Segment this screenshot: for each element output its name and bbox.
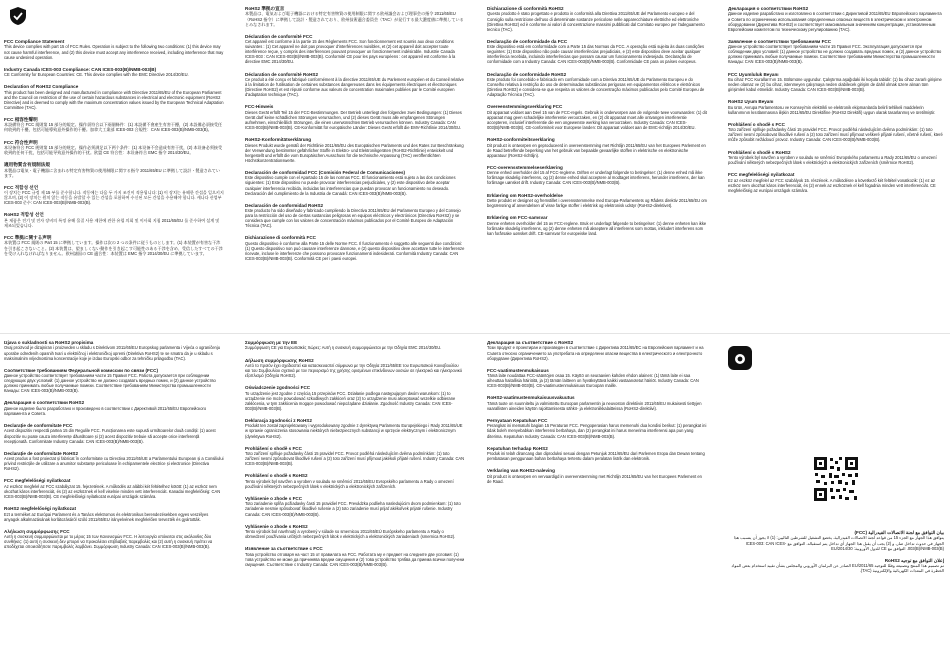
section-body: يتوافق هذا الجهاز مع الجزء 15 من قواعد لجنة الاتصالات الفيدرالية. يخضع التشغيل للشرطين التاليين: (1) لا يجوز أن يتسبب هذا الجهاز في حدوث تداخل ضار، و (2) يجب أن يقبل هذا الجهاز أي تداخل يتم استقباله. التوافق مع ICES-003: CAN ICES-003(B)/NMB-003(B). التوافق مع CE للدول الأوروبية: 2014/30/EU — [733, 535, 944, 551]
column-4-bottom — [728, 530, 944, 655]
section-title: Declaration of RoHS2 Compliance — [4, 84, 79, 90]
section-title: FCC-overensstemmelseserklæring — [487, 164, 563, 170]
section-title: Vyhlásenie o zhode s RoHS2 — [245, 523, 308, 529]
section-title: FCC megfelelőségi nyilatkozat — [728, 172, 795, 178]
compliance-section — [245, 6, 465, 27]
section-body: 本製品は電気・電子機器に含まれる特定有害物質の使用制限に関する指令 2011/65/EU に準拠して設計・製造されています。 — [4, 167, 220, 178]
column-1-top — [4, 6, 224, 330]
section-title: FCC-vaatimustenmukaisuus — [487, 367, 549, 373]
section-title: Déclaration de conformité RoHS2 — [245, 71, 319, 77]
section-body: Este produto foi concebido e fabricado em conformidade com a Diretiva 2011/65/UE do Parlamento Europeu e do Conselho relativa à restrição do uso de determinadas substâncias perigosas em equipamentos elétricos e eletrónicos (Diretiva RoHS2) e considera-se que respeita os valores de concentração máximos publicados pelo Comité Europeu de Adaptação Técnica (TAC). — [487, 76, 705, 98]
compliance-section — [4, 340, 224, 361]
compliance-section — [728, 172, 944, 193]
section-title: Izjava o sukladnosti sa RoHS2 propisima — [4, 340, 94, 345]
section-body: Tämä laite noudattaa FCC-sääntöjen osaa 15. Käyttö on seuraavien kahden ehdon alainen: (1) tämä laite ei saa aiheuttaa haitallisia häiriöitä, ja (2) tämän laitteen on hyväksyttävä kaikki vastaanotetut häiriöt. Industry Canada: CAN ICES-003(B)/NMB-003(B). CE-vaatimustenmukaisuus Euroopan maille. — [487, 373, 699, 389]
section-body: Dieses Gerät erfüllt Teil 15 der FCC-Bestimmungen. Der Betrieb unterliegt den folgenden zwei Bedingungen: (1) Dieses Gerät darf keine schädlichen Störungen verursachen, und (2) dieses Gerät muss alle empfangenen Störungen aufnehmen, einschließlich Störungen, die einen unerwünschten Betrieb verursachen können. Industry Canada: CAN ICES-003(B)/NMB-003(B). CE-Konformität für europäische Länder: Dieses Gerät erfüllt die EMV-Richtlinie 2014/30/EU. — [245, 109, 462, 131]
section-body: This product has been designed and manufactured in compliance with Directive 2011/65/EU of the European Parliament and the Council on restriction of the use of certain hazardous substances in electrical and electronic equipment (RoHS2 Directive) and is deemed to comply with the maximum concentration values issued by the European Technical Adaptation Committee (TAC). — [4, 89, 224, 110]
section-body: Αυτή η συσκευή συμμορφώνεται με το μέρος 15 των Κανονισμών FCC. Η λειτουργία υπόκειται στις ακόλουθες δύο συνθήκες: (1) αυτή η συσκευή δεν μπορεί να προκαλέσει επιβλαβείς παρεμβολές και (2) αυτή η συσκευή πρέπει να αποδέχεται οποιεσδήποτε παρεμβολές λαμβάνει. Συμμόρφωση Industry Canada: CAN ICES-003(B)/NMB-003(B). — [4, 534, 213, 550]
compliance-section — [487, 193, 707, 209]
section-body: Това устройство отговаря на част 15 от правилата на FCC. Работата му е предмет на следните две условия: (1) това устройство не може да причинява вредни смущения и (2) това устройство трябва да приема всички получени смущения. Съответствие с Industry Canada: CAN ICES-003(B)/NMB-003(B). — [245, 551, 465, 567]
compliance-section — [4, 39, 224, 60]
section-title: Декларация за съответствие с RoHS2 — [487, 340, 574, 345]
section-body: Ezt a terméket az Európai Parlament és a Tanács elektromos és elektronikus berendezésekben egyes veszélyes anyagok alkalmazásának korlátozásáról szóló 2011/65/EU irányelvének megfelelően tervezték és gyártották. — [4, 511, 209, 522]
section-title: Verklaring van RoHS2-naleving — [487, 468, 555, 474]
section-body: Produkt ten został zaprojektowany i wyprodukowany zgodnie z dyrektywą Parlamentu Europejskiego i Rady 2011/65/UE w sprawie ograniczenia stosowania niektórych niebezpiecznych substancji w sprzęcie elektrycznym i elektronicznym (dyrektywa RoHS2). — [245, 423, 463, 439]
section-body: Αυτό το προϊόν έχει σχεδιαστεί και κατασκευαστεί σύμφωνα με την Οδηγία 2011/65/ΕΕ του Ευρωπαϊκού Κοινοβουλίου και του Συμβουλίου σχετικά με τον περιορισμό της χρήσης ορισμένων επικίνδυνων ουσιών σε ηλεκτρικό και ηλεκτρονικό εξοπλισμό (Οδηγία RoHS2). — [245, 362, 462, 379]
section-title: RoHS2 적합성 선언 — [4, 212, 44, 218]
compliance-section — [487, 72, 707, 98]
section-body: 본 제품은 전기 및 전자 장비의 특정 유해 물질 사용 제한에 관한 유럽 의회 및 이사회 지침 2011/65/EU 를 준수하여 설계 및 제조되었습니다. — [4, 217, 220, 228]
compliance-section — [245, 496, 465, 517]
section-title: Изявление за съответствие с FCC — [245, 546, 323, 552]
section-body: Tento výrobek byl navržen a vyroben v souladu se směrnicí Evropského parlamentu a Rady 2011/65/EU o omezení používání některých nebezpečných látek v elektrických a elektronických zařízeních (směrnice RoHS2). — [728, 154, 937, 166]
section-body: 本设备符合 FCC 规则第 15 部分的规定。操作必须满足以下两个条件：(1) 本设备不会造成有害干扰，(2) 本设备必须接受收到的任何干扰，包括可能导致意外操作的干扰。欧盟 CE 符合性：本设备符合 EMC 指令 2014/30/EU。 — [4, 144, 223, 156]
section-title: Prohlášení o shodě s RoHS2 — [728, 149, 791, 155]
section-body: 本装置は FCC 規則の Part 15 に準拠しています。操作は次の 2 つの条件に従うものとします。(1) 本装置が有害な干渉を引き起こさないこと。(2) 本装置は、望ましくない動作を引き起こす可能性のある干渉を含め、受信したすべての干渉を受け入れなければなりません。欧州諸国の CE 適合性：本装置は EMC 指令 2014/30/EU に準拠しています。 — [4, 240, 223, 256]
section-title: Prohlášení o shodě s RoHS2 — [245, 473, 308, 479]
section-title: Declaración de conformidad FCC (Comisión Federal de Comunicaciones) — [245, 169, 406, 175]
section-title: FCC megfelelőségi nyilatkozat — [4, 478, 71, 484]
compliance-section — [728, 530, 944, 551]
section-title: FCC-Hinweis — [245, 104, 274, 110]
section-body: تم تصميم هذا المنتج وتصنيعه وفقًا للتوجيه 2011/65/EU الصادر عن البرلمان الأوروبي والمجلس بشأن تقييد استخدام بعض المواد الخطرة في المعدات الكهربائية والإلكترونية (TAC). — [731, 563, 944, 574]
section-body: Dieses Produkt wurde gemäß der Richtlinie 2011/65/EU des Europäischen Parlaments und des Rates zur Beschränkung der Verwendung bestimmter gefährlicher Stoffe in Elektro- und Elektronikgeräten (RoHS2-Richtlinie) entwickelt und hergestellt und erfüllt die vom Europäischen Ausschuss für die technische Anpassung (TAC) veröffentlichten Höchstkonzentrationswerte. — [245, 142, 464, 163]
column-3-bottom — [487, 340, 707, 662]
section-title: Prohlášení o shodě s FCC — [245, 445, 302, 451]
app-logo-icon — [728, 346, 752, 370]
compliance-section — [245, 34, 465, 65]
compliance-section — [4, 84, 224, 110]
section-title: Dichiarazione di conformità FCC — [245, 235, 316, 241]
compliance-section — [4, 185, 224, 206]
section-body: Ovaj proizvod je dizajniran i proizveden u skladu s Direktivom 2011/65/EU Europskog parlamenta i Vijeća o ograničenju uporabe određenih opasnih tvari u električnoj i elektroničkoj opremi (Direktiva RoHS2) te se smatra da je u skladu s maksimalnim vrijednostima koncentracije koje je izdao Europski odbor za tehničku prilagodbu (TAC). — [4, 345, 221, 361]
compliance-section — [4, 423, 224, 444]
compliance-section — [4, 212, 224, 228]
section-title: FCC 相容性聲明 — [4, 116, 38, 122]
section-title: RoHS2-vaatimustenmukaisuusvakuutus — [487, 395, 575, 401]
compliance-section — [245, 358, 465, 379]
section-body: Данное изделие было разработано и произведено в соответствии с Директивой 2011/65/EU Европейского парламента и Совета. — [4, 405, 207, 416]
section-title: Pernyataan Kepatuhan FCC — [487, 417, 548, 423]
compliance-section — [487, 446, 707, 462]
section-title: Dichiarazione di conformità RoHS2 — [487, 6, 564, 11]
section-title: Erklæring om RoHS2-overholdelse — [487, 192, 563, 198]
section-title: RoHS2 準拠の宣言 — [245, 6, 285, 11]
section-title: RoHS2 Uyum Beyanı — [728, 99, 774, 105]
section-body: Denne enheten overholder del 15 av FCC-reglene. Bruk er underlagt følgende to betingelser: (1) denne enheten kan ikke forårsake skadelig interferens, og (2) denne enheten må akseptere all interferens som mottas, inkludert interferens som kan forårsake uønsket drift. CE-samsvar for europeiske land. — [487, 220, 707, 236]
compliance-section — [245, 235, 465, 261]
section-body: 本設備符合 FCC 規則第 15 部分的規定。操作須符合以下兩個條件：(1) 本設備不會產生有害干擾，(2) 本設備必須接受任何收到的干擾，包括可能導致意外操作的干擾。加拿大工業部 ICES-003 合規性：CAN ICES-003(B)/NMB-003(B)。 — [4, 122, 223, 133]
section-body: Perangkat ini mematuhi bagian 15 Peraturan FCC. Pengoperasian harus memenuhi dua kondisi berikut: (1) perangkat ini tidak boleh menyebabkan interferensi berbahaya, dan (2) perangkat ini harus menerima interferensi apa pun yang diterima. Kepatuhan Industry Canada: CAN ICES-003(B)/NMB-003(B). — [487, 423, 707, 439]
section-title: Declaração de conformidade da FCC — [487, 38, 568, 44]
section-body: Az eszköz megfelel az FCC szabályzat 15. fejezetének. A működés az alábbi két feltételhez kötött: (1) az eszköz nem okozhat káros interferenciát, és (2) az eszköznek el kell viselnie minden vett interferenciát. Kanadai megfelelőség: CAN ICES-003(B)/NMB-003(B). CE megfelelőségi nyilatkozat európai országok számára. — [4, 483, 221, 500]
section-body: Dit apparaat voldoet aan Deel 15 van de FCC-regels. Gebruik is onderworpen aan de volgende twee voorwaarden: (1) dit apparaat mag geen schadelijke interferentie veroorzaken, en (2) dit apparaat moet alle ontvangen interferentie accepteren, inclusief interferentie die een ongewenste werking kan veroorzaken. Industry Canada: CAN ICES-003(B)/NMB-003(B). CE-conformiteit voor Europese landen: Dit apparaat voldoet aan de EMC-richtlijn 2014/30/EU. — [487, 109, 707, 131]
section-title: Συμμόρφωση με την ΕΕ — [245, 340, 298, 345]
compliance-section — [728, 150, 944, 166]
section-title: FCC Compliance Statement — [4, 39, 65, 44]
section-title: Oświadczenie zgodności FCC — [245, 385, 311, 391]
column-2-bottom — [245, 340, 465, 662]
compliance-section — [245, 418, 465, 439]
section-title: 適用物質含有規制法規 — [4, 162, 50, 168]
section-body: Este producto ha sido diseñado y fabricado cumpliendo la Directiva 2011/65/EU del Parlamento Europeo y del Consejo para la restricción del uso de ciertas sustancias peligrosas en equipos eléctricos y electrónicos (Directiva RoHS2) y se considera que cumple con los valores de concentración máximos publicados por el Comité Europeo de Adaptación Técnica (TAC). — [245, 208, 461, 229]
section-body: Questo prodotto è stato progettato e prodotto in conformità alla Direttiva 2011/65/UE del Parlamento europeo e del Consiglio sulla restrizione dell'uso di determinate sostanze pericolose nelle apparecchiature elettriche ed elettroniche (Direttiva RoHS2) ed è conforme ai valori di concentrazione massimi pubblicati dal Comitato europeo per l'adeguamento tecnico (TAC). — [487, 11, 705, 32]
compliance-section — [245, 203, 465, 229]
section-body: Acest produs a fost proiectat și fabricat în conformitate cu Directiva 2011/65/UE a Parlamentului European și a Consiliului privind restricțiile de utilizare a anumitor substanțe periculoase în echipamentele electrice și electronice (Directiva RoHS2). — [4, 456, 224, 472]
section-title: Industry Canada ICES-003 Compliance: CAN ICES-003(B)/NMB-003(B) — [4, 66, 157, 72]
section-body: Este dispositivo cumple con el Apartado 15 de las normas FCC. El funcionamiento está sujeto a las dos condiciones siguientes: (1) Este dispositivo no puede provocar interferencias perjudiciales, y (2) este dispositivo debe aceptar cualquier interferencia recibida, incluidas las interferencias que puedan provocar un funcionamiento no deseado. Declaración del cumplimiento de la Industria de Canadá: CAN ICES-003(B)/NMB-003(B). — [245, 175, 456, 196]
compliance-section — [245, 546, 465, 567]
compliance-section — [4, 67, 224, 78]
compliance-section — [245, 446, 465, 467]
section-body: To urządzenie jest zgodne z częścią 15 przepisów FCC. Działanie podlega następującym dwóm warunkom: (1) to urządzenie nie może powodować szkodliwych zakłóceń oraz (2) to urządzenie musi akceptować wszelkie odbierane zakłócenia, w tym zakłócenia mogące powodować niepożądane działanie. Zgodność Industry Canada: CAN ICES-003(B)/NMB-003(B). — [245, 390, 456, 411]
page-divider — [0, 333, 950, 334]
column-3-top — [487, 6, 707, 330]
compliance-section — [245, 104, 465, 130]
section-title: إعلان التوافق مع توجيه RoHS2 — [884, 557, 944, 563]
compliance-section — [4, 506, 224, 522]
section-body: Toto zariadenie spĺňa požiadavky časti 15 pravidiel FCC. Prevádzka podlieha nasledujúcim dvom podmienkam: (1) toto zariadenie nesmie spôsobovať škodlivé rušenie a (2) toto zariadenie musí prijať akékoľvek prijaté rušenie. Industry Canada: CAN ICES-003(B)/NMB-003(B). — [245, 501, 461, 517]
section-title: FCC 符合性声明 — [4, 139, 38, 145]
section-body: Bu cihaz FCC Kuralları'nın 15. Bölümüne uygundur. Çalıştırma aşağıdaki iki koşula tabidir: (1) bu cihaz zararlı girişime neden olamaz ve (2) bu cihaz, istenmeyen çalışmaya neden olabilecek girişim de dahil olmak üzere alınan tüm girişimleri kabul etmelidir. Industry Canada: CAN ICES-003(B)/NMB-003(B). — [728, 76, 942, 93]
compliance-section — [4, 140, 224, 156]
section-body: Tento výrobek byl navržen a vyroben v souladu se směrnicí 2011/65/EU Evropského parlamentu a Rady o omezení používání některých nebezpečných látek v elektrických a elektronických zařízeních. — [245, 478, 454, 489]
section-body: Denne enhed overholder del 15 af FCC-reglerne. Driften er underlagt følgende to betingelser: (1) denne enhed må ikke forårsage skadelig interferens, og (2) denne enhed skal acceptere al modtaget interferens, herunder interferens, der kan forårsage uønsket drift. Industry Canada: CAN ICES-003(B)/NMB-003(B). — [487, 170, 705, 186]
compliance-section — [4, 117, 224, 133]
compliance-section — [487, 215, 707, 236]
section-title: RoHS2-conformiteitsverklaring — [487, 137, 555, 143]
compliance-section — [487, 6, 707, 32]
section-body: Данное устройство соответствует требованиям части 15 Правил FCC. Работа допускается при соблюдении следующих двух условий: (1) данное устройство не должно создавать вредных помех, и (2) данное устройство должно принимать любые получаемые помехи. Соответствие требованиям Министерства промышленности Канады: CAN ICES-003(B)/NMB-003(B). — [4, 373, 216, 394]
section-title: Декларация о соответствии RoHS2 — [4, 400, 85, 406]
section-body: This device complies with part 15 of FCC Rules. Operation is subject to the following two conditions: (1) this device may not cause harmful interference, and (2) this device must accept any interference received, including interference that may cause undesired operation. — [4, 44, 224, 60]
compliance-section — [487, 468, 707, 484]
section-title: FCC 적합성 선언 — [4, 184, 39, 190]
section-title: Vyhlásenie o zhode s FCC — [245, 495, 303, 501]
section-title: Соответствие требованиям Федеральной комиссии по связи (FCC) — [4, 367, 158, 373]
compliance-section — [4, 162, 224, 178]
compliance-section — [487, 418, 707, 439]
compliance-section — [487, 39, 707, 65]
section-title: Erklæring om FCC-samsvar — [487, 215, 548, 221]
section-body: Dit product is ontworpen en geproduceerd in overeenstemming met Richtlijn 2011/65/EU van het Europees Parlement en de Raad betreffende beperking van het gebruik van bepaalde gevaarlijke stoffen in elektrische en elektronische apparatuur (RoHS2-richtlijn). — [487, 142, 706, 158]
section-body: Tento výrobok bol navrhnutý a vyrobený v súlade so smernicou 2011/65/EÚ Európskeho parlamentu a Rady o obmedzení používania určitých nebezpečných látok v elektrických a elektronických zariadeniach (smernica RoHS2). — [245, 529, 456, 540]
section-body: Ce produit a été conçu et fabriqué conformément à la directive 2011/65/UE du Parlement européen et du Conseil relative à la limitation de l'utilisation de certaines substances dangereuses dans les équipements électriques et électroniques (Directive RoHS2) et est réputé conforme aux valeurs de concentration maximales publiées par le Comité européen d'adaptation technique (TAC). — [245, 76, 464, 98]
compliance-section — [4, 478, 224, 499]
compliance-section — [245, 170, 465, 196]
section-body: Този продукт е проектиран и произведен в съответствие с Директива 2011/65/ЕС на Европейския парламент и на Съвета относно ограничението за употребата на определени опасни вещества в електрическото и електронното оборудване (Директива RoHS2). — [487, 345, 704, 361]
compliance-section — [245, 473, 465, 489]
section-title: Déclaration de conformité FCC — [245, 33, 313, 39]
compliance-section — [487, 165, 707, 186]
compliance-section — [728, 122, 944, 143]
section-title: Δήλωση συμμόρφωσης RoHS2 — [245, 357, 314, 363]
compliance-section — [4, 368, 224, 394]
section-body: Συμμόρφωση CE για Ευρωπαϊκές Χώρες: Αυτή η συσκευή συμμορφώνεται με την Οδηγία EMC 2014/30/EU. — [245, 345, 442, 351]
section-body: Cet appareil est conforme à la partie 15 des Règlements FCC. Son fonctionnement est soumis aux deux conditions suivantes : (1) Cet appareil ne doit pas provoquer d'interférences nuisibles, et (2) cet appareil doit accepter toute interférence reçue, y compris des interférences pouvant provoquer un fonctionnement indésirable. Industrie Canada ICES-003 : CAN ICES-003(B)/NMB-003(B). Conformité CE pour les pays européens : cet appareil est conforme à la directive EMC 2014/30/EU. — [245, 39, 456, 65]
compliance-section — [4, 451, 224, 472]
section-body: Tämä tuote on suunniteltu ja valmistettu Euroopan parlamentin ja neuvoston direktiivin 2011/65/EU mukaisesti tiettyjen vaarallisten aineiden käytön rajoittamisesta sähkö- ja elektroniikkalaitteissa (RoHS2-direktiivi). — [487, 400, 702, 411]
section-title: Deklaracja zgodności z RoHS2 — [245, 417, 312, 423]
section-title: Αλήλωση συμμόρφωσης FCC — [4, 528, 70, 534]
section-title: Overeenstemmingsverklaring FCC — [487, 104, 563, 110]
section-title: RoHS2-Konformitätserklärung — [245, 137, 312, 143]
column-1-bottom — [4, 340, 224, 662]
section-body: Dit product is ontworpen en vervaardigd in overeenstemming met Richtlijn 2011/65/EU van het Europees Parlement en de Raad. — [487, 473, 702, 484]
section-title: Declaración de conformidad RoHS2 — [245, 202, 324, 208]
compliance-section — [728, 72, 944, 93]
section-body: Dette produkt er designet og fremstillet i overensstemmelse med Europa-Parlamentets og Rådets direktiv 2011/65/EU om begrænsning af anvendelsen af visse farlige stoffer i elektrisk og elektronisk udstyr (RoHS2-direktivet). — [487, 197, 707, 208]
compliance-section — [487, 137, 707, 158]
shield-logo-icon — [8, 6, 28, 26]
section-body: Toto zařízení splňuje požadavky části 15 pravidel FCC. Provoz podléhá následujícím dvěma podmínkám: (1) toto zařízení nesmí způsobovat škodlivé rušení a (2) toto zařízení musí přijmout jakékoli přijaté rušení. Industry Canada: CAN ICES-003(B)/NMB-003(B). — [245, 451, 465, 467]
section-body: Produk ini telah dirancang dan diproduksi sesuai dengan Petunjuk 2011/65/EU dari Parlemen Eropa dan Dewan tentang pembatasan penggunaan bahan berbahaya tertentu dalam peralatan listrik dan elektronik. — [487, 451, 705, 462]
section-body: Bu ürün, Avrupa Parlamentosu ve Konseyi'nin elektrikli ve elektronik ekipmanlarda belirli tehlikeli maddelerin kullanımının kısıtlanmasına ilişkin 2011/65/EU Direktifine (RoHS2 Direktifi) uygun olarak tasarlanmış ve üretilmiştir. — [728, 104, 936, 115]
column-2-top — [245, 6, 465, 330]
qr-code-icon — [812, 455, 860, 503]
section-title: Declarație de conformitate FCC — [4, 423, 73, 429]
compliance-section — [728, 39, 944, 65]
compliance-section — [245, 72, 465, 98]
compliance-section — [4, 400, 224, 416]
section-body: CE Conformity for European Countries: CE. This device complies with the EMC Directive 2014/30/EU. — [4, 72, 189, 78]
compliance-section — [487, 395, 707, 411]
section-body: Acest dispozitiv respectă partea 15 din Regulile FCC. Funcționarea este supusă următoarelor două condiții: (1) acest dispozitiv nu poate cauza interferențe dăunătoare și (2) acest dispozitiv trebuie să accepte orice interferență recepționată. Conformitate Industry Canada: CAN ICES-003(B)/NMB-003(B). — [4, 428, 216, 444]
section-body: Questo dispositivo è conforme alla Parte 15 delle Norme FCC. Il funzionamento è soggetto alle seguenti due condizioni: (1) Questo dispositivo non può causare interferenze dannose, e (2) questo dispositivo deve accettare tutte le interferenze ricevute, incluse le interferenze che possono provocare funzionamenti indesiderati. Conformità Industry Canada: CAN ICES-003(B)/NMB-003(B). Conformità CE per i paesi europei. — [245, 240, 465, 262]
section-title: بيان التوافق مع لجنة الاتصالات الفيدرالية (FCC) — [854, 530, 944, 535]
compliance-section — [487, 368, 707, 389]
compliance-section — [245, 385, 465, 411]
section-body: Toto zařízení splňuje požadavky části 15 pravidel FCC. Provoz podléhá následujícím dvěma podmínkám: (1) toto zařízení nesmí způsobovat škodlivé rušení a (2) toto zařízení musí přijmout veškeré přijaté rušení, včetně rušení, které může způsobit nežádoucí provoz. Industry Canada: CAN ICES-003(B)/NMB-003(B). — [728, 127, 943, 143]
compliance-section — [728, 6, 944, 32]
section-title: Declaração de conformidade RoHS2 — [487, 71, 567, 77]
section-title: Declarație de conformitate RoHS2 — [4, 450, 79, 456]
section-title: Kepatuhan terhadap RoHS2 — [487, 445, 548, 451]
compliance-section — [4, 529, 224, 550]
column-4-top — [728, 6, 944, 330]
section-title: RoHS2 megfelelőségi nyilatkozat — [4, 506, 76, 512]
section-title: FCC 準拠に関する声明 — [4, 235, 52, 241]
compliance-section — [245, 137, 465, 163]
compliance-section — [245, 524, 465, 540]
compliance-section — [487, 104, 707, 130]
compliance-section — [728, 558, 944, 574]
section-body: Este dispositivo está em conformidade com a Parte 15 das Normas da FCC. A operação está sujeita às duas condições seguintes: (1) Este dispositivo não pode causar interferências prejudiciais, e (2) este dispositivo deve aceitar qualquer interferência recebida, incluindo interferências que possam causar um funcionamento indesejado. Declaração de conformidade com a Industry Canada: CAN ICES-003(B)/NMB-003(B). Conformidade CE para os países europeus. — [487, 44, 705, 65]
compliance-section — [487, 340, 707, 361]
section-body: Данное изделие разработано и изготовлено в соответствии с Директивой 2011/65/EU Европейского парламента и Совета по ограничению использования определенных опасных веществ в электрическом и электронном оборудовании (Директива RoHS2) и соответствует максимальным значениям концентрации, установленным Европейским комитетом по техническому регулированию (TAC). — [728, 11, 942, 32]
compliance-section — [728, 99, 944, 115]
section-body: 本製品は、電気および電子機器における特定有害物質の使用制限に関する欧州議会および理事会の指令 2011/65/EU（RoHS2 指令）に準拠して設計・製造されており、欧州技術適合委員会（TAC）が発行する最大濃度値に準拠しているとみなされます。 — [245, 11, 464, 27]
section-body: Данное устройство соответствует требованиям части 15 Правил FCC. Эксплуатация допускается при соблюдении двух условий: (1) данное устройство не должно создавать вредных помех, и (2) данное устройство должно принимать любые получаемые помехи. Соответствие требованиям Министерства промышленности Канады: CAN ICES-003(B)/NMB-003(B). — [728, 44, 942, 65]
section-title: Декларация о соответствии RoHS2 — [728, 6, 809, 11]
section-title: Prohlášení o shodě s FCC — [728, 121, 785, 127]
section-body: Ez az eszköz megfelel az FCC szabályok 15. részének. A működésre a következő két feltétel vonatkozik: (1) ez az eszköz nem okozhat káros interferenciát, és (2) ennek az eszköznek el kell fogadnia minden vett interferenciát. CE megfelelőség az európai országok számára. — [728, 177, 936, 193]
compliance-section — [4, 235, 224, 256]
section-title: Заявление о соответствии требованиям FCC — [728, 38, 832, 44]
compliance-section — [245, 340, 465, 351]
section-title: FCC Uyumluluk Beyanı — [728, 71, 779, 77]
section-body: 이 장치는 FCC 규정 제 15 부를 준수합니다. 작동에는 다음 두 가지 조건이 적용됩니다: (1) 이 장치는 유해한 간섭을 일으키지 않으며, (2) 이 장치는 원치 않는 작동을 유발할 수 있는 간섭을 포함하여 수신된 모든 간섭을 수용해야 합니다. 캐나다 산업부 ICES-003 준수: CAN ICES-003(B)/NMB-003(B). — [4, 190, 224, 206]
